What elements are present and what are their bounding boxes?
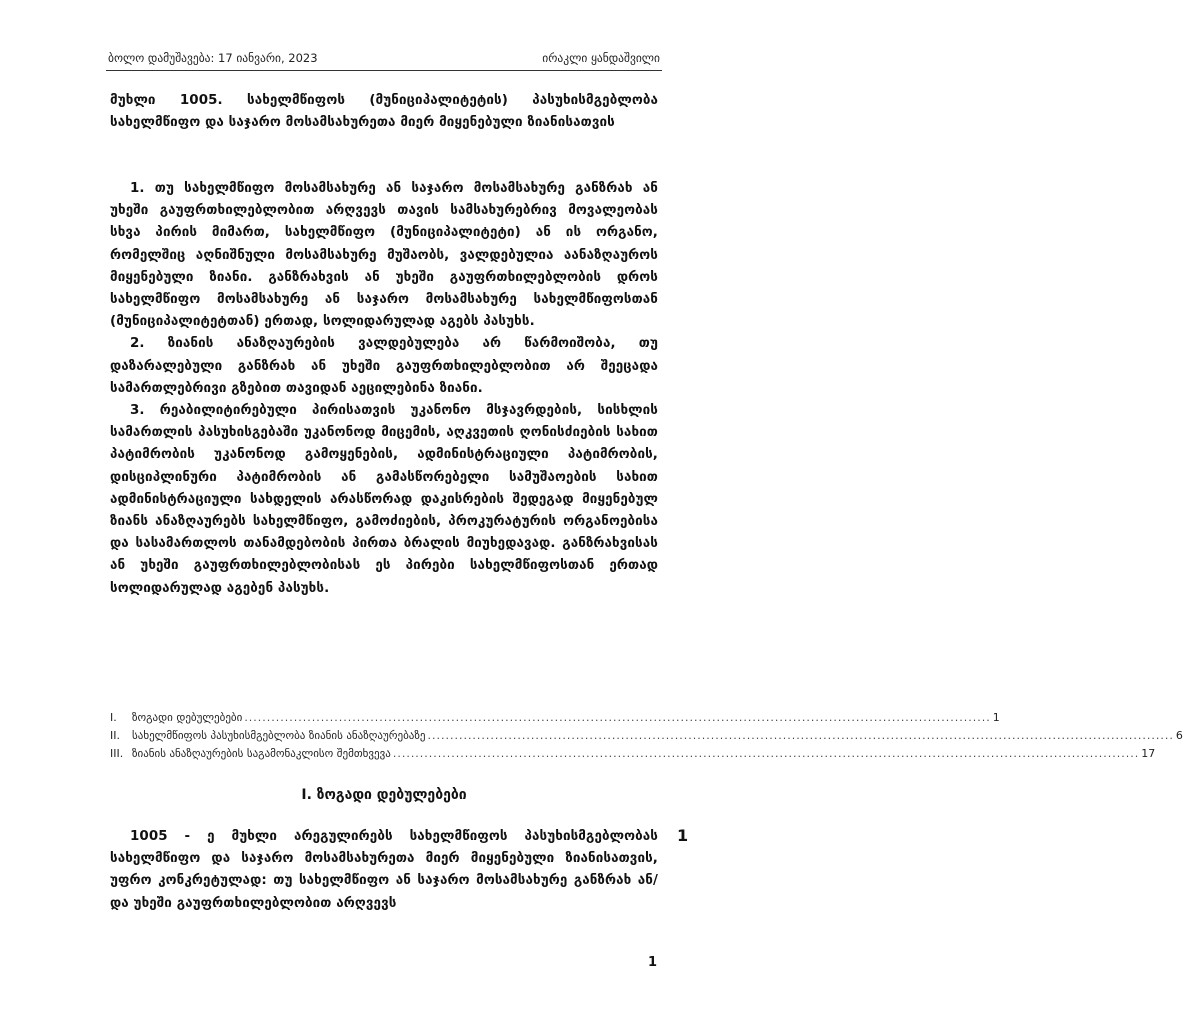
toc-entry-3[interactable] <box>110 745 1156 763</box>
page-number: 1 <box>647 955 657 970</box>
last-edited-date: ბოლო დამუშავება: 17 იანვარი, 2023 <box>108 51 318 65</box>
article-heading: მუხლი 1005. სახელმწიფოს (მუნიციპალიტეტის) პასუხისმგებლობა სახელმწიფო და საჯარო მოსამსახურეთა მიერ მიყენებული ზიანისათვის <box>110 93 658 131</box>
toc-entry-1[interactable] <box>110 709 1000 727</box>
toc-entry-title[interactable]: ზიანის ანაზღაურების საგამონაკლისო შემთხვევა <box>132 747 391 760</box>
section-heading: I. ზოგადი დებულებები <box>301 787 467 803</box>
article-paragraph-1: 1. თუ სახელმწიფო მოსამსახურე ან საჯარო მოსამსახურე განზრახ ან უხეში გაუფრთხილებლობით არღვევს თავის სამსახურებრივ მოვალეობას სხვა პირის მიმართ, სახელმწიფო (მუნიციპალიტეტი) ან ის ორგანო, რომელშიც აღნიშნული მოსამსახურე მუშაობს, ვალდებულია აანაზღაუროს მიყენებული ზიანი. განზრახვის ან უხეში გაუფრთხილებლობის დროს სახელმწიფო მოსამსახურე ან საჯარო მოსამსახურე სახელმწიფოსთან (მუნიციპალიტეტთან) ერთად, სოლიდარულად აგებს პასუხს. <box>110 181 658 330</box>
toc-entry-title[interactable]: სახელმწიფოს პასუხისმგებლობა ზიანის ანაზღაურებაზე <box>132 729 426 742</box>
table-of-contents <box>110 709 1183 763</box>
toc-entry-page: 1 <box>992 711 1000 724</box>
article-text <box>110 178 658 600</box>
article-paragraph-3: 3. რეაბილიტირებული პირისათვის უკანონო მსჯავრდების, სისხლის სამართლის პასუხისგებაში უკანონოდ მიცემის, აღკვეთის ღონისძიების სახით პატიმრობის უკანონოდ გამოყენების, ადმინისტრაციული პატიმრობის, დისციპლინური პატიმრობის ან გამასწორებელი სამუშაოების სახით ადმინისტრაციული სახდელის არასწორად დაკისრების შედეგად მიყენებულ ზიანს ანაზღაურებს სახელმწიფო, გამოძიების, პროკურატურის ორგანოებისა და სასამართლოს თანამდებობის პირთა ბრალის მიუხედავად. განზრახვისას ან უხეში გაუფრთხილებლობისას ეს პირები სახელმწიფოსთან ერთად სოლიდარულად აგებენ პასუხს. <box>110 403 658 596</box>
toc-leader-dots: ...................................................................................................................................................................... <box>427 729 1174 742</box>
section-paragraph: 1005 - ე მუხლი არეგულირებს სახელმწიფოს პასუხისმგებლობას სახელმწიფო და საჯარო მოსამსახურეთა მიერ მიყენებული ზიანისათვის, უფრო კონკრეტულად: თუ სახელმწიფო ან საჯარო მოსამსახურე განზრახ ან/და უხეში გაუფრთხილებლობით არღვევს <box>110 829 658 911</box>
margin-number: 1 <box>677 826 689 845</box>
section-text <box>110 826 658 915</box>
article-paragraph-2: 2. ზიანის ანაზღაურების ვალდებულება არ წარმოიშობა, თუ დაზარალებული განზრახ ან უხეში გაუფრთხილებლობით არ შეეცადა სამართლებრივი გზებით თავიდან აეცილებინა ზიანი. <box>110 336 658 396</box>
toc-entry-number: II. <box>110 729 120 742</box>
toc-leader-dots: ...................................................................................................................................................................... <box>392 747 1140 760</box>
author-name: ირაკლი ყანდაშვილი <box>542 51 660 65</box>
toc-entry-number: I. <box>110 711 117 724</box>
toc-entry-number: III. <box>110 747 124 760</box>
toc-entry-title[interactable]: ზოგადი დებულებები <box>132 711 243 724</box>
toc-leader-dots: ...................................................................................................................................................................... <box>244 711 991 724</box>
toc-entry-2[interactable] <box>110 727 1183 745</box>
toc-entry-page: 6 <box>1175 729 1183 742</box>
header-divider <box>106 70 662 71</box>
page-header <box>108 51 660 65</box>
toc-entry-page: 17 <box>1141 747 1156 760</box>
